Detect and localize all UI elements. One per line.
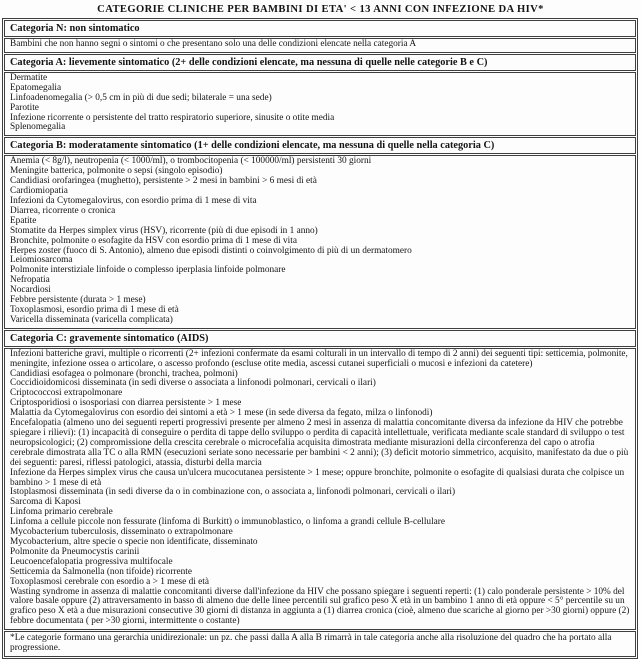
list-item: Stomatite da Herpes simplex virus (HSV), ricorrente (più di due episodi in 1 anno) <box>10 225 318 236</box>
list-item: Diarrea, ricorrente o cronica <box>10 205 116 216</box>
list-item: Epatite <box>10 215 37 226</box>
category-a-header-row <box>4 54 636 71</box>
list-item: Herpes zoster (fuoco di S. Antonio), almeno due episodi distinti o coinvolgimento di più di un dermatomero <box>10 245 412 256</box>
table-footnote: *Le categorie formano una gerarchia unidirezionale: un pz. che passi dalla A alla B rimarrà in tale categoria anche alla risoluzione del quadro che ha portato alla progressione. <box>4 631 636 656</box>
page-title: CATEGORIE CLINICHE PER BAMBINI DI ETA' < 13 ANNI CON INFEZIONE DA HIV* <box>97 4 544 15</box>
list-item: Criptosporidiosi o isosporiasi con diarrea persistente > 1 mese <box>10 398 242 409</box>
list-item: Candidiasi orofaringea (mughetto), persistente > 2 mesi in bambini > 6 mesi di età <box>10 176 317 187</box>
list-item: Bronchite, polmonite o esofagite da HSV con esordio prima di 1 mese di vita <box>10 235 297 246</box>
list-item: Parotite <box>10 102 39 113</box>
list-item: Polmonite da Pneumocystis carinii <box>10 546 140 557</box>
category-n-header: Categoria N: non sintomatico <box>4 20 636 37</box>
list-item: Sarcoma di Kaposi <box>10 497 81 508</box>
clinical-categories-table <box>2 18 638 659</box>
category-n-items <box>4 38 636 53</box>
list-item: Epatomegalia <box>10 82 62 93</box>
list-item: Anemia (< 8g/l), neutropenia (< 1000/ml), o trombocitopenia (< 100000/ml) persistenti 30 giorni <box>10 156 372 167</box>
list-item: Infezione ricorrente o persistente del tratto respiratorio superiore, sinusite o otite media <box>10 112 335 123</box>
list-item: Meningite batterica, polmonite o sepsi (singolo episodio) <box>10 166 223 177</box>
list-item: Infezione da Herpes simplex virus che causa un'ulcera mucocutanea persistente > 1 mese; oppure bronchite, polmonite o esofagite di qualsiasi durata che colpisce un bambino > 1 mese di età <box>10 467 625 488</box>
list-item: Toxoplasmosi cerebrale con esordio a > 1 mese di età <box>10 576 209 587</box>
category-c-items <box>4 348 636 630</box>
list-item: Infezioni da Cytomegalovirus, con esordio prima di 1 mese di vita <box>10 195 257 206</box>
category-b-header-row <box>4 137 636 154</box>
list-item: Linfoma a cellule piccole non fessurate (linfoma di Burkitt) o immunoblastico, o linfoma a grandi cellule B-cellulare <box>10 517 446 528</box>
category-c-items-row <box>4 348 636 630</box>
list-item: Encefalopatia (almeno uno dei seguenti reperti progressivi presente per almeno 2 mesi in assenza di malattia concomitante diversa da infezione da HIV che potrebbe spiegare i rilievi): (1) incapacità di conseguire o perdita di tappe dello sviluppo o perdita di capacità intellettuale, verificata mediante scale standard di sviluppo o test neuropsicologici; (2) compromissione della crescita cerebrale o microcefalia acquisita dimostrata mediante misurazioni della circonferenza del capo o atrofia cerebrale dimostrata alla TC o alla RMN (esecuzioni seriate sono necessarie per bambini < 2 anni); (3) deficit motorio simmetrico, acquisito, manifestato da due o più dei seguenti: paresi, riflessi patologici, atassia, disturbi della marcia <box>10 418 629 468</box>
category-a-items-row <box>4 72 636 136</box>
category-b-items <box>4 155 636 328</box>
list-item: Malattia da Cytomegalovirus con esordio dei sintomi a età > 1 mese (in sede diversa da fegato, milza o linfonodi) <box>10 408 433 419</box>
category-a-header: Categoria A: lievemente sintomatico (2+ delle condizioni elencate, ma nessuna di quelle nelle categorie B e C) <box>4 54 636 71</box>
list-item: Criptococcosi extrapolmonare <box>10 388 123 399</box>
list-item: Linfoma primario cerebrale <box>10 507 113 518</box>
clinical-categories-table-body <box>4 20 636 657</box>
list-item: Istoplasmosi disseminata (in sedi diverse da o in combinazione con, o associata a, linfonodi polmonari, cervicali o ilari) <box>10 487 456 498</box>
category-b-items-row <box>4 155 636 328</box>
list-item: Cardiomiopatia <box>10 186 68 197</box>
category-n-header-row <box>4 20 636 37</box>
footnote-row <box>4 631 636 656</box>
list-item: Polmonite interstiziale linfoide o complesso iperplasia linfoide polmonare <box>10 265 286 276</box>
list-item: Candidiasi esofagea o polmonare (bronchi, trachea, polmoni) <box>10 368 238 379</box>
list-item: Wasting syndrome in assenza di malattie concomitanti diverse dall'infezione da HIV che possano spiegare i seguenti reperti: (1) calo ponderale persistente > 10% del valore basale oppure (2) attraversamento in basso di almeno due delle linee percentili sul grafico peso X età in un bambino 1 anno di età oppure < 5° percentile su un grafico peso X età a due misurazioni consecutive 30 giorni di distanza in aggiunta a (1) diarrea cronica (cioè, almeno due scariche al giorno per >30 giorni) oppure (2) febbre documentata ( per >30 giorni, intermittente o costante) <box>10 586 630 627</box>
list-item: Linfoadenomegalia (> 0,5 cm in più di due sedi; bilaterale = una sede) <box>10 92 272 103</box>
category-c-header-row <box>4 330 636 347</box>
list-item: Toxoplasmosi, esordio prima di 1 mese di età <box>10 304 179 315</box>
list-item: Dermatite <box>10 72 48 83</box>
list-item: Splenomegalia <box>10 122 66 133</box>
list-item: Nocardiosi <box>10 285 51 296</box>
list-item: Febbre persistente (durata > 1 mese) <box>10 295 146 306</box>
list-item: Varicella disseminata (varicella complicata) <box>10 314 173 325</box>
list-item: Infezioni batteriche gravi, multiple o ricorrenti (2+ infezioni confermate da esami colturali in un intervallo di tempo di 2 anni) dei seguenti tipi: setticemia, polmonite, meningite, infezione ossea o articolare, o ascesso profondo (escluse otite media, ascessi cutanei superficiali o mucosi e infezioni da catetere) <box>10 348 628 369</box>
list-item: Mycobacterium tuberculosis, disseminato o extrapolmonare <box>10 527 233 538</box>
category-b-header: Categoria B: moderatamente sintomatico (1+ delle condizioni elencate, ma nessuna di quelle nella categoria C) <box>4 137 636 154</box>
list-item: Nefropatia <box>10 275 50 286</box>
list-item: Setticemia da Salmonella (non tifoide) ricorrente <box>10 566 192 577</box>
list-item: Leiomiosarcoma <box>10 255 73 266</box>
list-item: Leucoencefalopatia progressiva multifocale <box>10 556 173 567</box>
category-n-items-row <box>4 38 636 53</box>
list-item: Mycobacterium, altre specie o specie non identificate, disseminato <box>10 536 258 547</box>
list-item: Bambini che non hanno segni o sintomi o che presentano solo una delle condizioni elencate nella categoria A <box>10 39 417 49</box>
category-c-header: Categoria C: gravemente sintomatico (AIDS) <box>4 330 636 347</box>
category-a-items <box>4 72 636 136</box>
list-item: Coccidioidomicosi disseminata (in sedi diverse o associata a linfonodi polmonari, cervicali o ilari) <box>10 378 376 389</box>
